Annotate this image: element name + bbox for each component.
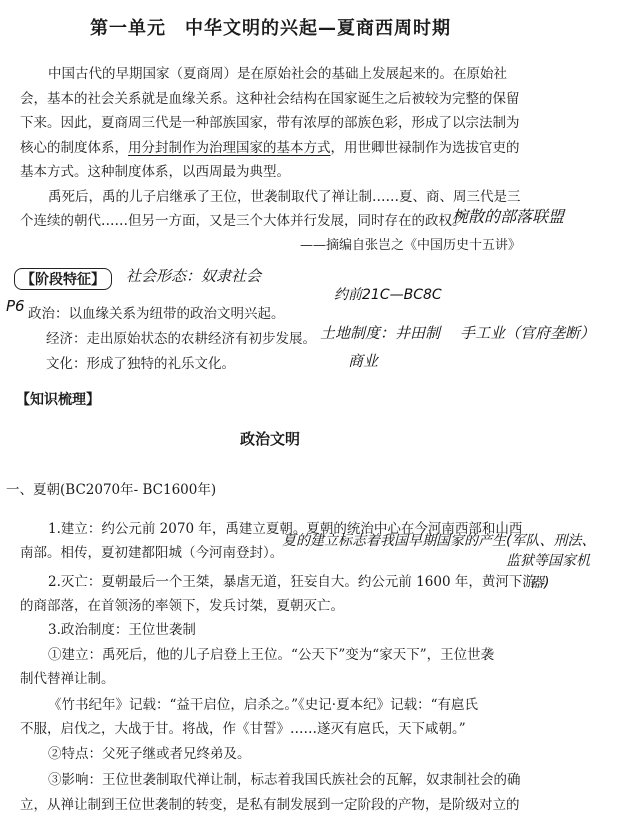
underlined-fenfeng: 用分封制作为治理国家的基本方式 [128,140,331,156]
quote-line-2: 不服，启伐之，大战于甘。将战，作《甘誓》……遂灭有扈氏，天下咸朝。” [20,721,466,737]
xia-heading: 一、夏朝(BC2070年- BC1600年) [6,482,217,498]
quote-line-1: 《竹书纪年》记载：“益干启位，启杀之。”《史记·夏本纪》记载：“有扈氏 [48,697,478,713]
xia-s3b: ②特点：父死子继或者兄终弟及。 [48,746,251,762]
source-citation: ——摘编自张岂之《中国历史十五讲》 [300,238,522,253]
intro-line-4a: 核心的制度体系， [20,140,128,156]
page-title: 第一单元 中华文明的兴起—夏商西周时期 [90,18,451,39]
intro-line-3: 下来。因此，夏商周三代是一种部族国家，带有浓厚的部族色彩，形成了以宗法制为 [20,115,520,131]
intro-line-2: 会，基本的社会关系就是血缘关系。这种社会结构在国家诞生之后被较为完整的保留 [20,91,520,107]
handwritten-xia-note-3: 器) [530,575,550,591]
xia-s2-line-1: 2.灭亡：夏朝最后一个王桀，暴虐无道，狂妄自大。约公元前 1600 年，黄河下游 [48,574,536,590]
handwritten-xia-note-2: 监狱等国家机 [506,553,590,569]
xia-s3c-line-2: 立，从禅让制到王位世袭制的转变，是私有制发展到一定阶段的产物，是阶级对立的 [20,797,520,813]
xia-s3-heading: 3.政治制度：王位世袭制 [48,622,196,638]
xia-s2-line-2: 的商部落，在首领汤的率领下，发兵讨桀，夏朝灭亡。 [20,598,344,614]
intro-line-5: 基本方式。这种制度体系，以西周最为典型。 [20,164,290,180]
handwritten-land-note: 土地制度：井田制 [320,324,441,342]
xia-s1-line-1: 1.建立：约公元前 2070 年，禹建立夏朝。夏朝的统治中心在今河南西部和山西 [48,521,523,537]
knowledge-heading: 【知识梳理】 [16,392,100,408]
political-civilization-subheading: 政治文明 [240,430,301,448]
stage-politics: 政治：以血缘关系为纽带的政治文明兴起。 [28,306,285,322]
xia-s3a-line-2: 制代替禅让制。 [20,671,115,687]
xia-s1-line-2: 南部。相传，夏初建都阳城（今河南登封）。 [20,545,284,561]
handwritten-page-ref: P6 [6,297,25,315]
intro-line-4 [20,136,520,156]
xia-s3a-line-1: ①建立：禹死后，他的儿子启登上王位。“公天下”变为“家天下”，王位世袭 [48,647,495,663]
handwritten-dates-note: 约前21C—BC8C [334,287,442,303]
intro-line-1: 中国古代的早期国家（夏商周）是在原始社会的基础上发展起来的。在原始社 [48,66,507,82]
handwritten-handicraft-note: 手工业（官府垄断） [460,324,596,342]
stage-culture: 文化：形成了独特的礼乐文化。 [46,356,235,372]
xia-s3c-line-1: ③影响：王位世袭制取代禅让制，标志着我国氏族社会的瓦解，奴隶制社会的确 [48,772,521,788]
intro-line-4c: ，用世卿世禄制作为选拔官吏的 [330,140,520,156]
stage-economy: 经济：走出原始状态的农耕经济有初步发展。 [46,331,316,347]
handwritten-xia-note-1: 夏的建立标志着我国早期国家的产生(军队、刑法、 [282,533,596,549]
handwritten-alliance-note: 椀散的部落联盟 [452,207,565,226]
intro-line-7: 个连续的朝代……但另一方面，又是三个大体并行发展，同时存在的政权。 [20,213,466,229]
handwritten-society-note: 社会形态：奴隶社会 [126,267,262,285]
handwritten-commerce-note: 商业 [348,352,379,370]
intro-line-6: 禹死后，禹的儿子启继承了王位，世袭制取代了禅让制……夏、商、周三代是三 [48,189,521,205]
stage-heading: 【阶段特征】 [14,268,112,290]
